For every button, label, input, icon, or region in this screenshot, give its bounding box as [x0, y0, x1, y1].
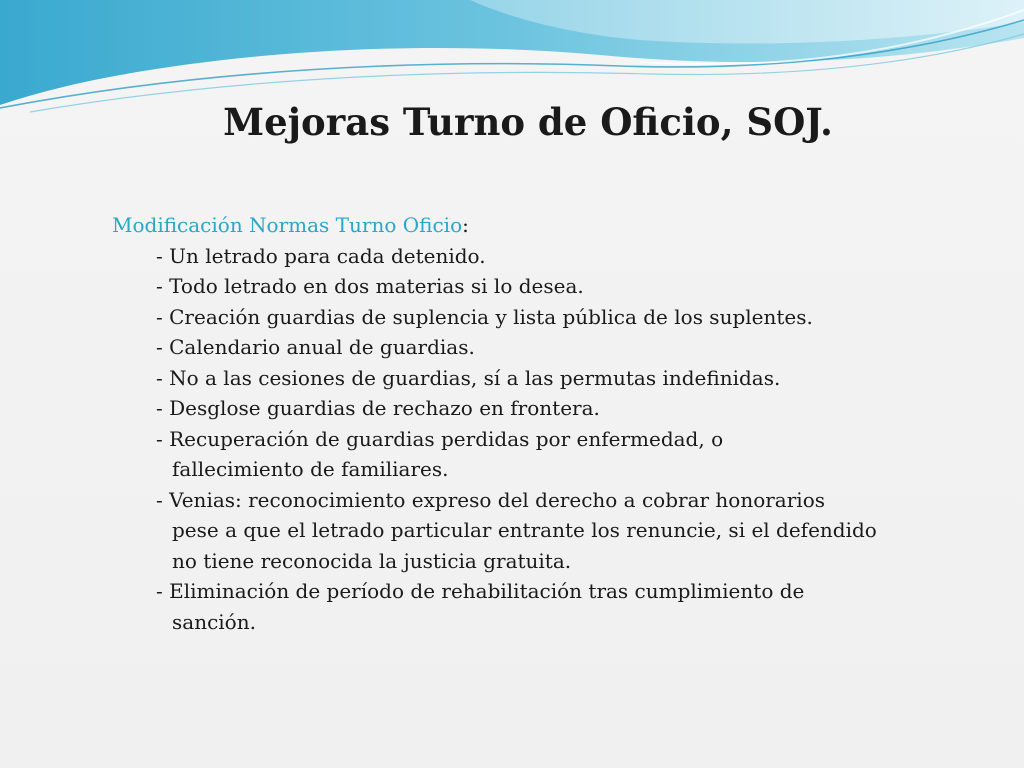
list-item-line: - No a las cesiones de guardias, sí a las permutas indefinidas.: [156, 365, 781, 390]
section-heading: [112, 210, 992, 241]
list-item-continuation: fallecimiento de familiares.: [172, 457, 449, 481]
list-item: [156, 393, 992, 424]
bullet-list: [112, 241, 992, 638]
section-heading-text: Modificación Normas Turno Oficio: [112, 213, 463, 237]
list-item: [156, 485, 992, 577]
list-item: [156, 302, 992, 333]
list-item: [156, 576, 992, 637]
list-item: [156, 424, 992, 485]
list-item-line: - Recuperación de guardias perdidas por enfermedad, o: [156, 426, 724, 451]
list-item-continuation: no tiene reconocida la justicia gratuita.: [172, 548, 572, 573]
list-item-line: - Todo letrado en dos materias si lo desea.: [156, 274, 584, 298]
list-item-line: - Venias: reconocimiento expreso del derecho a cobrar honorarios: [156, 487, 825, 512]
slide-body: [112, 210, 992, 637]
list-item: [156, 271, 992, 302]
list-item: [156, 363, 992, 394]
section-heading-colon: :: [462, 213, 469, 237]
list-item-line: - Eliminación de período de rehabilitación tras cumplimiento de: [156, 579, 805, 603]
list-item: [156, 241, 992, 272]
list-item-line: - Un letrado para cada detenido.: [156, 243, 486, 268]
slide-title: Mejoras Turno de Oficio, SOJ.: [223, 100, 833, 144]
list-item-line: - Desglose guardias de rechazo en frontera.: [156, 396, 600, 420]
list-item-line: - Calendario anual de guardias.: [156, 335, 475, 359]
list-item-continuation: pese a que el letrado particular entrante los renuncie, si el defendido: [172, 518, 877, 542]
list-item: [156, 332, 992, 363]
list-item-line: - Creación guardias de suplencia y lista pública de los suplentes.: [156, 304, 813, 329]
list-item-continuation: sanción.: [172, 609, 256, 634]
